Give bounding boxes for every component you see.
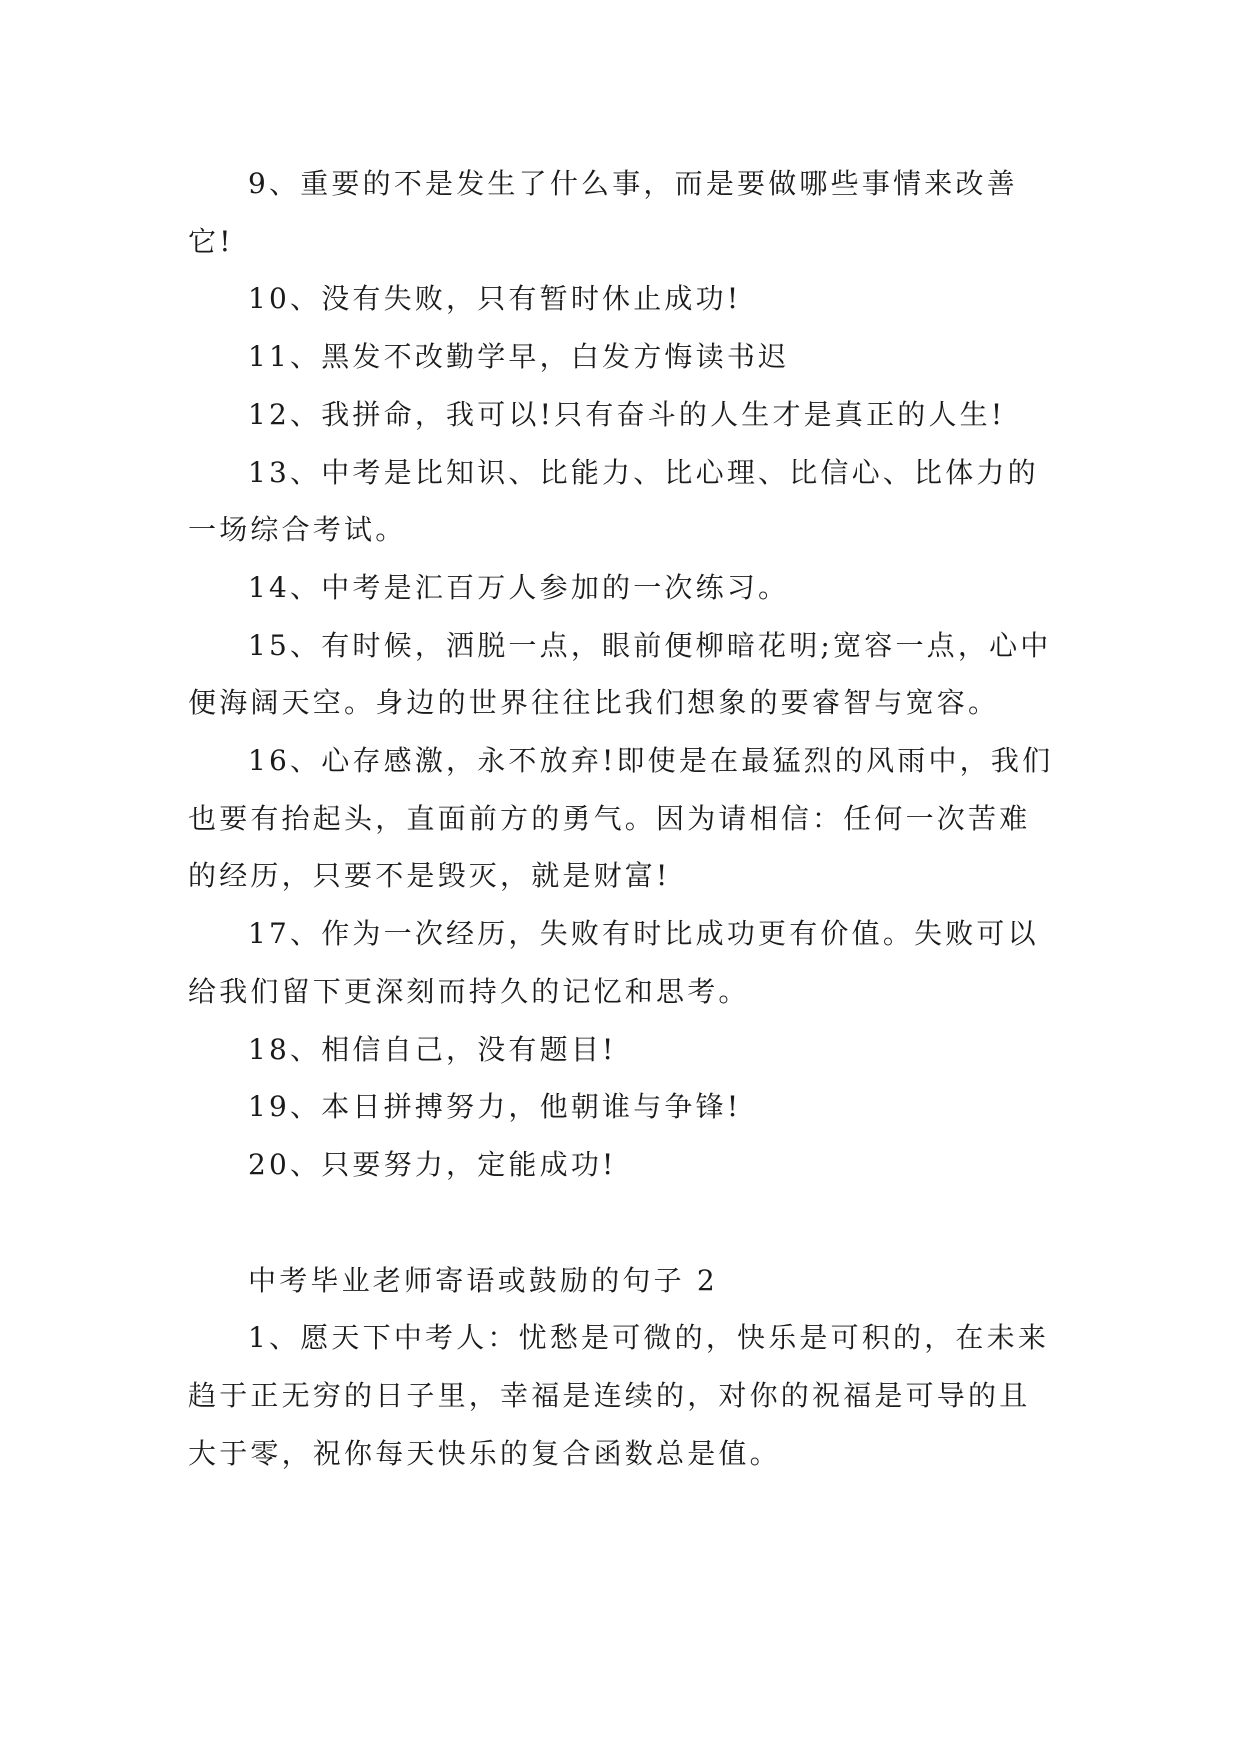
paragraph: 20、只要努力，定能成功!: [248, 1147, 617, 1181]
paragraph: 12、我拼命，我可以!只有奋斗的人生才是真正的人生!: [248, 397, 1006, 431]
paragraph: 13、中考是比知识、比能力、比心理、比信心、比体力的一场综合考试。: [188, 455, 1039, 547]
paragraph: 14、中考是汇百万人参加的一次练习。: [248, 570, 790, 604]
paragraph: 15、有时候，洒脱一点，眼前便柳暗花明;宽容一点，心中便海阔天空。身边的世界往往比我们想象的要睿智与宽容。: [188, 628, 1052, 720]
paragraph: 10、没有失败，只有暂时休止成功!: [248, 282, 742, 316]
paragraph: 17、作为一次经历，失败有时比成功更有价值。失败可以给我们留下更深刻而持久的记忆和思考。: [188, 917, 1039, 1008]
section-title: 中考毕业老师寄语或鼓励的句子 2: [248, 1263, 718, 1297]
paragraph: 18、相信自己，没有题目!: [248, 1032, 617, 1066]
paragraph: 16、心存感激，永不放弃!即使是在最猛烈的风雨中，我们也要有抬起头，直面前方的勇气。因为请相信：任何一次苦难的经历，只要不是毁灭，就是财富!: [188, 744, 1054, 893]
document-body: [188, 155, 1058, 1482]
paragraph: 9、重要的不是发生了什么事，而是要做哪些事情来改善它!: [188, 167, 1018, 258]
paragraph: 11、黑发不改勤学早，白发方悔读书迟: [248, 340, 790, 374]
paragraph: 19、本日拼搏努力，他朝谁与争锋!: [248, 1090, 742, 1124]
blank-line: [188, 1194, 1058, 1252]
paragraph: 1、愿天下中考人：忧愁是可微的，快乐是可积的，在未来趋于正无穷的日子里，幸福是连续的，对你的祝福是可导的且大于零，祝你每天快乐的复合函数总是值。: [188, 1321, 1050, 1470]
